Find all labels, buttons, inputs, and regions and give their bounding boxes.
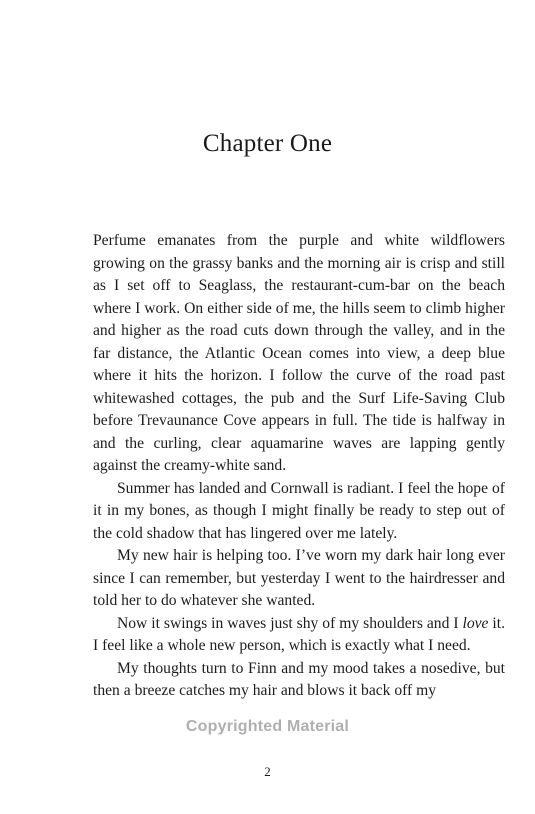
paragraph-3	[93, 545, 505, 613]
chapter-body	[93, 230, 505, 703]
paragraph-1	[93, 230, 505, 478]
paragraph-text: Perfume emanates from the purple and white wildflowers growing on the grassy banks and the morning air is crisp and still as I set off to Seaglass, the restaurant-cum-bar on the beach where I work. On either side of me, the hills seem to climb higher and higher as the road cuts down through the valley, and in the far distance, the Atlantic Ocean comes into view, a deep blue where it hits the horizon. I follow the curve of the road past whitewashed cottages, the pub and the Surf Life-Saving Club before Trevaunance Cove appears in full. The tide is halfway in and the curling, clear aquamarine waves are lapping gently against the creamy-white sand.	[93, 232, 505, 474]
paragraph-text: My new hair is helping too. I’ve worn my dark hair long ever since I can remember, but yesterday I went to the hairdresser and told her to do whatever she wanted.	[93, 547, 505, 609]
chapter-title: Chapter One	[202, 130, 333, 157]
page-number: 2	[264, 764, 271, 779]
paragraph-text: it. I feel like a whole new person, which is exactly what I need.	[93, 614, 505, 654]
emphasized-word: love	[462, 614, 489, 632]
paragraph-2	[93, 478, 505, 546]
paragraph-text: Now it swings in waves just shy of my shoulders and I	[117, 614, 463, 632]
copyright-watermark: Copyrighted Material	[185, 718, 350, 735]
paragraph-text: Summer has landed and Cornwall is radiant. I feel the hope of it in my bones, as though I might finally be ready to step out of the cold shadow that has lingered over me lately.	[93, 479, 505, 542]
paragraph-text: My thoughts turn to Finn and my mood takes a nosedive, but then a breeze catches my hair and blows it back off my	[93, 659, 505, 699]
paragraph-4	[93, 613, 505, 658]
paragraph-5	[93, 658, 505, 703]
